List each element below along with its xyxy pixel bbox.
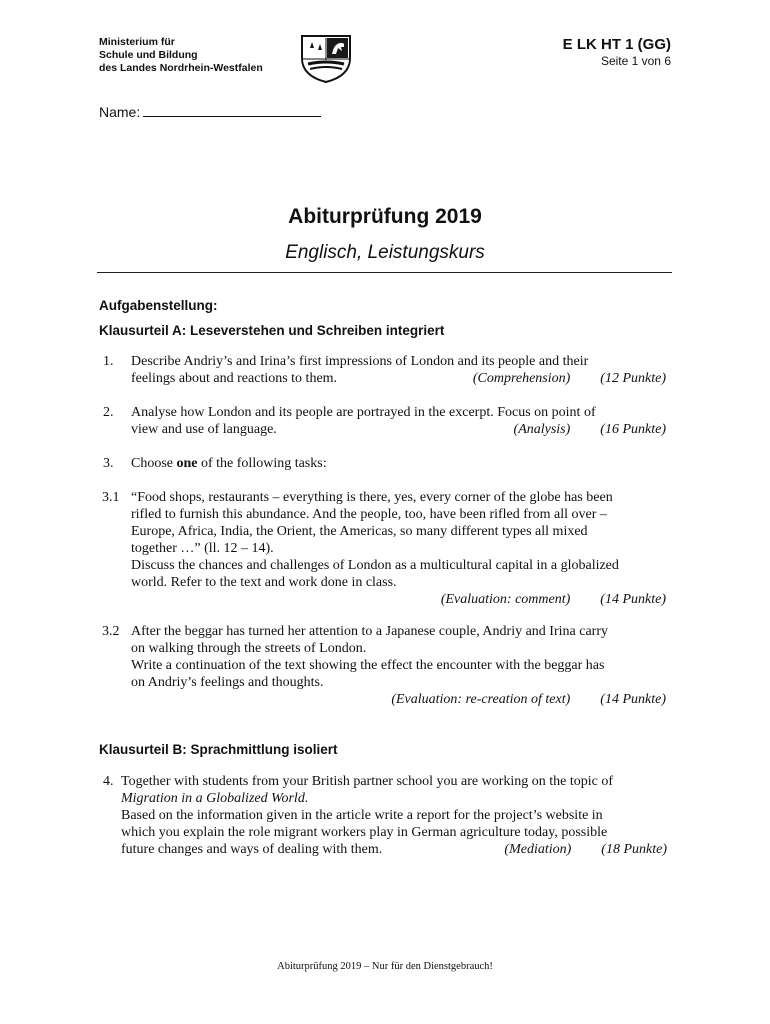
section-label: Aufgabenstellung: <box>99 298 218 313</box>
task-3-2-type: (Evaluation: re-creation of text) <box>391 692 571 707</box>
page-footer: Abiturprüfung 2019 – Nur für den Dienstgebrauch! <box>277 961 493 972</box>
task-3-1 <box>131 489 666 608</box>
task-3-2-line-4: on Andriy’s feelings and thoughts. <box>131 675 324 690</box>
name-field <box>99 103 321 120</box>
task-3-2-line-2: on walking through the streets of London. <box>131 641 367 656</box>
task-3-1-type: (Evaluation: comment) <box>440 592 571 607</box>
task-3-1-line-6: world. Refer to the text and work done in class. <box>131 575 397 590</box>
task-4-line-1: Together with students from your British partner school you are working on the topic of <box>121 774 614 789</box>
task-3-2-line-3: Write a continuation of the text showing the effect the encounter with the beggar has <box>131 658 605 673</box>
task-3-emphasis: one <box>176 456 198 471</box>
task-1-type: (Comprehension) <box>472 371 571 386</box>
task-2 <box>131 404 666 438</box>
task-2-points: (16 Punkte) <box>600 422 666 437</box>
task-1-tail <box>131 370 666 387</box>
task-3-number: 3. <box>103 456 114 471</box>
ministry-line-1: Ministerium für <box>99 36 175 48</box>
task-3-2-points: (14 Punkte) <box>600 692 666 707</box>
name-underline <box>143 103 321 117</box>
task-3-pre: Choose <box>131 456 173 471</box>
task-3-1-line-2: rifled to furnish this abundance. And the people, too, have been rifled from all over – <box>131 507 607 522</box>
ministry-name <box>99 36 263 75</box>
task-3-2-number: 3.2 <box>102 624 120 639</box>
nrw-coat-of-arms-icon <box>300 34 352 84</box>
task-3-1-line-1: “Food shops, restaurants – everything is there, yes, every corner of the globe has been <box>131 490 613 505</box>
task-3-2-line-1: After the beggar has turned her attention to a Japanese couple, Andriy and Irina carry <box>131 624 608 639</box>
task-4-line-4: which you explain the role migrant workers play in German agriculture today, possible <box>121 825 608 840</box>
page-subtitle: Englisch, Leistungskurs <box>285 242 485 263</box>
task-1-line-2: feelings about and reactions to them. <box>131 371 338 386</box>
task-4-tail <box>121 841 667 858</box>
part-a-heading: Klausurteil A: Leseverstehen und Schreiben integriert <box>99 323 445 338</box>
task-3-2-meta <box>131 691 666 708</box>
task-3-1-line-4: together …” (ll. 12 – 14). <box>131 541 274 556</box>
task-3-post: of the following tasks: <box>201 456 327 471</box>
task-3-1-line-3: Europe, Africa, India, the Orient, the Americas, so many different types all mixed <box>131 524 588 539</box>
task-1 <box>131 353 666 387</box>
task-3-1-points: (14 Punkte) <box>600 592 666 607</box>
task-2-line-2: view and use of language. <box>131 422 277 437</box>
page-info: Seite 1 von 6 <box>600 54 671 68</box>
title-divider <box>97 272 672 273</box>
task-3-1-meta <box>131 591 666 608</box>
task-4-points: (18 Punkte) <box>601 842 667 857</box>
task-4-line-2: Migration in a Globalized World. <box>121 791 309 806</box>
task-2-number: 2. <box>103 405 114 420</box>
task-4 <box>121 773 667 858</box>
task-4-line-3: Based on the information given in the article write a report for the project’s website in <box>121 808 603 823</box>
task-3-1-line-5: Discuss the chances and challenges of London as a multicultural capital in a globalized <box>131 558 619 573</box>
exam-code-block <box>563 36 671 69</box>
part-b-heading: Klausurteil B: Sprachmittlung isoliert <box>99 742 338 757</box>
task-2-type: (Analysis) <box>513 422 571 437</box>
task-3-2 <box>131 623 666 708</box>
task-3 <box>131 455 666 472</box>
name-label: Name: <box>99 104 141 120</box>
task-1-line-1: Describe Andriy’s and Irina’s first impressions of London and its people and their <box>131 354 589 369</box>
task-2-tail <box>131 421 666 438</box>
task-4-type: (Mediation) <box>504 842 572 857</box>
task-3-1-number: 3.1 <box>102 490 120 505</box>
task-2-line-1: Analyse how London and its people are portrayed in the excerpt. Focus on point of <box>131 405 596 420</box>
ministry-line-3: des Landes Nordrhein-Westfalen <box>99 62 263 74</box>
exam-code: E LK HT 1 (GG) <box>562 36 671 53</box>
task-1-number: 1. <box>103 354 114 369</box>
task-4-line-5: future changes and ways of dealing with them. <box>121 842 383 857</box>
page-title: Abiturprüfung 2019 <box>288 205 482 228</box>
ministry-line-2: Schule und Bildung <box>99 49 198 61</box>
task-4-number: 4. <box>103 774 114 789</box>
task-1-points: (12 Punkte) <box>600 371 666 386</box>
